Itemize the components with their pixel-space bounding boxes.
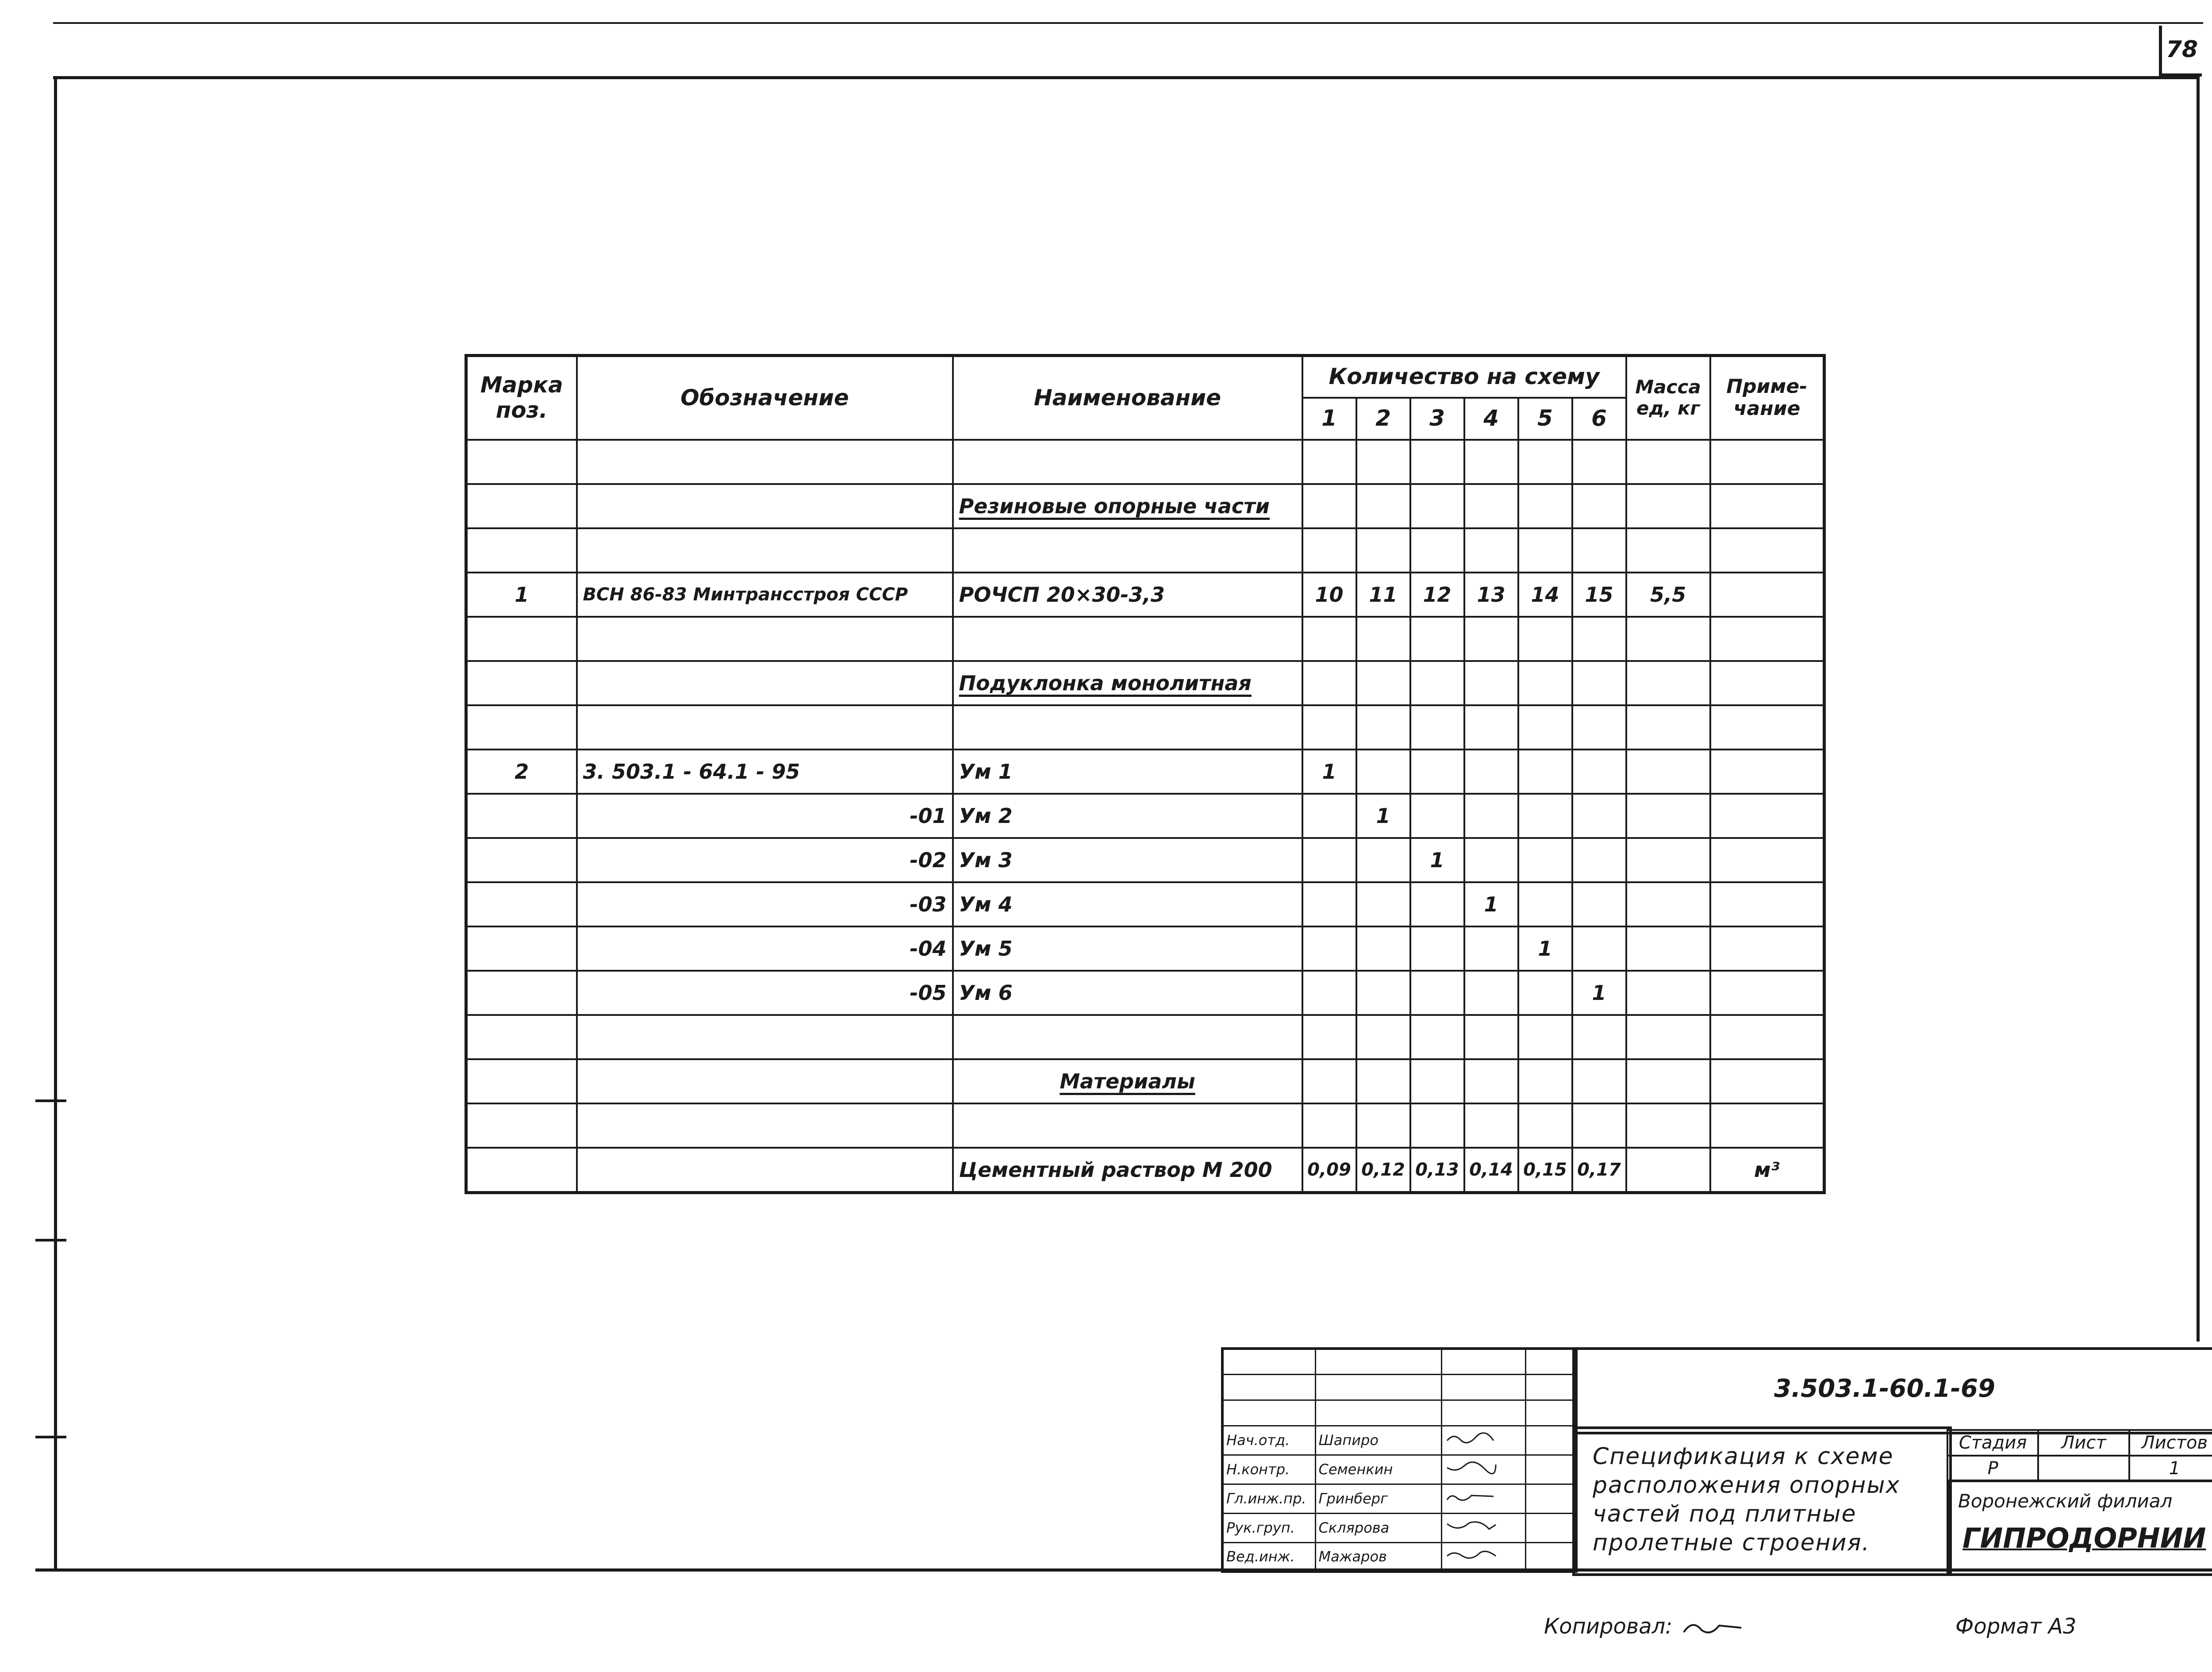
row-um6-designation: -05 [577,971,953,1015]
row-um3-name: Ум 3 [953,838,1302,882]
title-block-code-box [1572,1347,2212,1434]
header-mark: Марка поз. [466,356,577,440]
header-qty-3: 3 [1410,398,1464,440]
header-qty-6: 6 [1572,398,1626,440]
header-note: Приме-чание [1710,356,1824,440]
margin-tick-2 [35,1239,66,1242]
table-row [466,617,1824,661]
table-row [466,573,1824,617]
frame-right [2197,76,2200,1341]
table-row [466,661,1824,705]
row-um4-q4: 1 [1464,882,1518,926]
header-qty-5: 5 [1518,398,1572,440]
table-row [466,528,1824,573]
row-um4-name: Ум 4 [953,882,1302,926]
margin-tick-3 [35,1436,66,1438]
table-row [466,794,1824,838]
table-row [466,1103,1824,1148]
table-row [466,882,1824,926]
stage-label: Стадия [1947,1430,2038,1456]
table-row [466,1148,1824,1193]
role-label: Н.контр. [1222,1455,1315,1484]
signer-name: Гринберг [1315,1484,1441,1513]
row-rubber-q1: 10 [1302,573,1356,617]
specification-table [465,354,1826,1194]
row-um6-q6: 1 [1572,971,1626,1015]
organization-line-2: ГИПРОДОРНИИ [1962,1522,2206,1554]
signature [1441,1513,1525,1542]
sheet-value [2038,1456,2129,1481]
row-cement-q4: 0,14 [1464,1148,1518,1193]
signer-name: Склярова [1315,1513,1441,1542]
header-quantity: Количество на схему [1302,356,1626,398]
signature [1441,1426,1525,1455]
sheets-label: Листов [2129,1430,2212,1456]
table-row [466,484,1824,528]
row-um4-designation: -03 [577,882,953,926]
signature [1441,1484,1525,1513]
row-um1-q1: 1 [1302,750,1356,794]
sheets-value: 1 [2129,1456,2212,1481]
page-number: 78 [2159,26,2202,77]
row-rubber-q6: 15 [1572,573,1626,617]
row-rubber-q4: 13 [1464,573,1518,617]
copier-signature [1679,1617,1750,1639]
row-um1-designation: 3. 503.1 - 64.1 - 95 [577,750,953,794]
table-row [466,1015,1824,1059]
row-cement-q2: 0,12 [1356,1148,1410,1193]
row-um3-q3: 1 [1410,838,1464,882]
signature [1441,1455,1525,1484]
row-cement-name: Цементный раствор М 200 [953,1148,1302,1193]
role-label: Вед.инж. [1222,1542,1315,1572]
header-qty-4: 4 [1464,398,1518,440]
table-row [466,838,1824,882]
section-rubber-bearings: Резиновые опорные части [953,484,1302,528]
sheet-description: Спецификация к схеме расположения опорных частей под плитные пролетные строения. [1593,1443,1901,1556]
table-row [466,971,1824,1015]
signature [1441,1542,1525,1572]
document-code: 3.503.1-60.1-69 [1774,1374,1995,1403]
row-rubber-designation: ВСН 86-83 Минтрансстроя СССР [577,573,953,617]
table-row [466,926,1824,971]
organization-line-1: Воронежский филиал [1958,1490,2173,1512]
row-um6-name: Ум 6 [953,971,1302,1015]
row-cement-q5: 0,15 [1518,1148,1572,1193]
row-rubber-q3: 12 [1410,573,1464,617]
frame-top [53,76,2199,79]
sheet-label: Лист [2038,1430,2129,1456]
table-row [466,1059,1824,1103]
header-qty-2: 2 [1356,398,1410,440]
signature-row [1222,1426,1576,1455]
role-label: Рук.груп. [1222,1513,1315,1542]
row-um5-designation: -04 [577,926,953,971]
row-rubber-q2: 11 [1356,573,1410,617]
row-um2-name: Ум 2 [953,794,1302,838]
signer-name: Шапиро [1315,1426,1441,1455]
role-label: Гл.инж.пр. [1222,1484,1315,1513]
row-cement-q6: 0,17 [1572,1148,1626,1193]
row-rubber-q5: 14 [1518,573,1572,617]
signature-row [1222,1455,1576,1484]
signer-name: Семенкин [1315,1455,1441,1484]
section-monolithic-subslope: Подуклонка монолитная [953,661,1302,705]
format-label: Формат А3 [1955,1614,2077,1639]
row-rubber-name: РОЧСП 20×30-3,3 [953,573,1302,617]
header-row-1 [466,356,1824,398]
table-row [466,705,1824,750]
row-um5-q5: 1 [1518,926,1572,971]
header-designation: Обозначение [577,356,953,440]
stage-table [1947,1429,2212,1482]
table-row [466,750,1824,794]
section-materials: Материалы [953,1059,1302,1103]
frame-left [54,76,57,1572]
row-cement-q3: 0,13 [1410,1148,1464,1193]
row-um5-name: Ум 5 [953,926,1302,971]
row-um1-name: Ум 1 [953,750,1302,794]
header-mass: Масса ед, кг [1626,356,1710,440]
header-name: Наименование [953,356,1302,440]
signer-name: Мажаров [1315,1542,1441,1572]
signature-row [1222,1513,1576,1542]
row-cement-note: м³ [1710,1148,1824,1193]
signature-row [1222,1542,1576,1572]
row-um2-designation: -01 [577,794,953,838]
title-block-description-box [1572,1426,1952,1576]
row-rubber-mass: 5,5 [1626,573,1710,617]
top-edge-line [53,22,2203,24]
row-um1-mark: 2 [466,750,577,794]
role-label: Нач.отд. [1222,1426,1315,1455]
header-qty-1: 1 [1302,398,1356,440]
row-um2-q2: 1 [1356,794,1410,838]
signature-row [1222,1484,1576,1513]
organization-box [1947,1480,2212,1576]
signature-grid [1221,1347,1578,1573]
row-um3-designation: -02 [577,838,953,882]
stage-value: Р [1947,1456,2038,1481]
margin-tick-1 [35,1099,66,1102]
row-cement-q1: 0,09 [1302,1148,1356,1193]
table-row [466,440,1824,484]
copied-by-label: Копировал: [1544,1614,1750,1639]
row-rubber-mark: 1 [466,573,577,617]
